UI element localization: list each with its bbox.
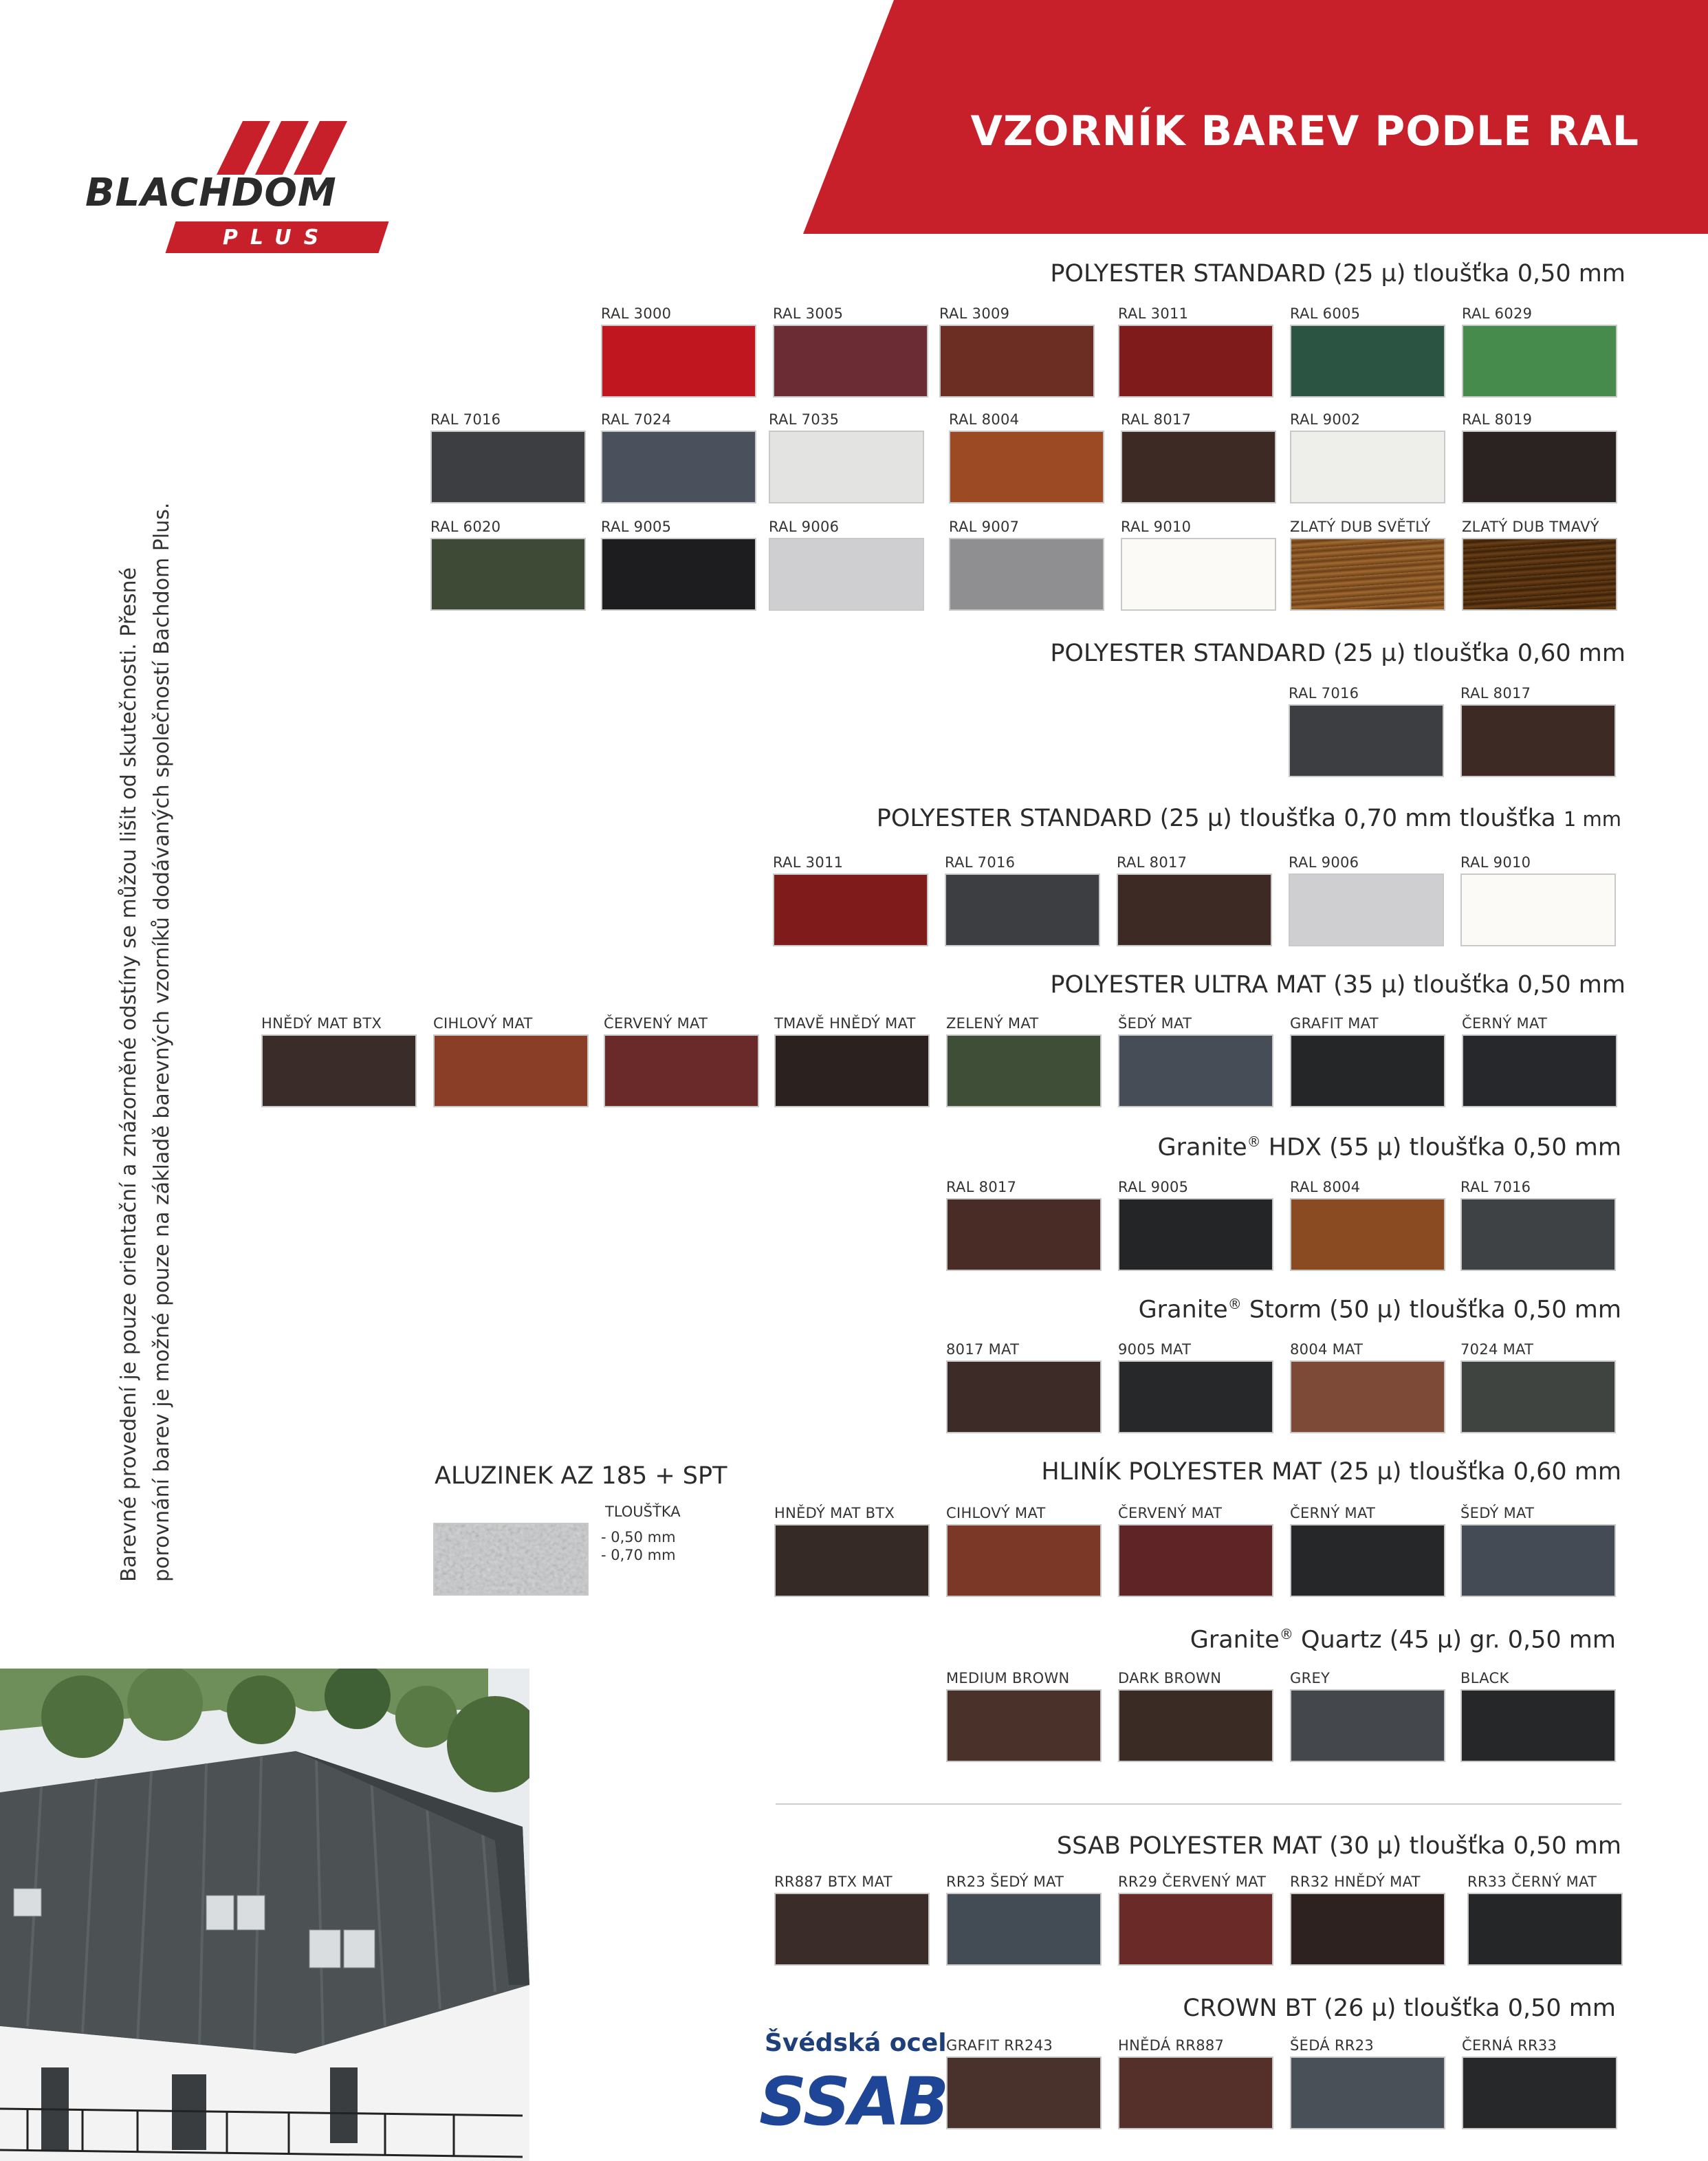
swatch-label: 9005 MAT (1118, 1341, 1192, 1358)
swatch-label: TMAVĚ HNĚDÝ MAT (774, 1015, 916, 1032)
swatch-label: HNĚDÝ MAT BTX (774, 1505, 895, 1521)
swatch-label: RAL 6020 (430, 519, 501, 535)
swatch-crown (946, 2036, 1102, 2129)
swatch-ps050 (1290, 304, 1445, 398)
title-crown-bt: CROWN BT (26 µ) tloušťka 0,50 mm (1183, 1995, 1616, 2022)
swatch-chip (773, 325, 928, 398)
swatch-chip (1118, 1689, 1273, 1762)
swatch-label: RAL 3005 (773, 305, 844, 322)
swatch-quartz (946, 1669, 1102, 1762)
swatch-crown (1290, 2036, 1445, 2129)
swatch-label: HNĚDÁ RR887 (1118, 2037, 1225, 2054)
swatch-chip (1460, 1524, 1616, 1597)
swatch-crown (1462, 2036, 1617, 2129)
swatch-storm (1290, 1340, 1445, 1433)
aluzinek-thickness-label: TLOUŠŤKA (605, 1503, 681, 1520)
swatch-label: RR33 ČERNÝ MAT (1467, 1874, 1597, 1890)
swatch-hdx (1290, 1177, 1445, 1271)
aluzinek-thickness-values: - 0,50 mm - 0,70 mm (601, 1529, 676, 1563)
swatch-chip (946, 2056, 1102, 2129)
swatch-ssab (774, 1872, 930, 1966)
blachdom-logo (83, 121, 358, 259)
swatch-ps050 (773, 304, 928, 398)
swatch-ps070 (1117, 853, 1272, 946)
swatch-hdx (1460, 1177, 1616, 1271)
swatch-ps070 (773, 853, 928, 946)
swatch-hdx (946, 1177, 1102, 1271)
swatch-label: RAL 3011 (1118, 305, 1189, 322)
swatch-ultramat (261, 1014, 417, 1107)
swatch-label: RAL 8004 (949, 411, 1020, 428)
swatch-label: RR887 BTX MAT (774, 1874, 893, 1890)
swatch-chip (1460, 1360, 1616, 1433)
swatch-ps070 (1460, 853, 1616, 946)
swatch-chip (1117, 873, 1272, 946)
title-ssab-polyester: SSAB POLYESTER MAT (30 µ) tloušťka 0,50 mm (1056, 1832, 1621, 1860)
swatch-ps050 (1121, 410, 1276, 503)
swatch-quartz (1460, 1669, 1616, 1762)
swatch-label: CIHLOVÝ MAT (433, 1015, 533, 1032)
swatch-storm (946, 1340, 1102, 1433)
swatch-label: ZELENÝ MAT (946, 1015, 1039, 1032)
swatch-chip (601, 325, 756, 398)
swatch-chip (1118, 2056, 1273, 2129)
swatch-label: HNĚDÝ MAT BTX (261, 1015, 382, 1032)
swatch-label: RAL 7024 (601, 411, 672, 428)
swatch-ps050 (1290, 517, 1445, 611)
swatch-chip (949, 538, 1104, 611)
swatch-chip (430, 431, 586, 503)
swatch-chip (1462, 2056, 1617, 2129)
swatch-ps050 (769, 410, 924, 503)
swatch-chip (1290, 431, 1445, 503)
swatch-ps070 (1289, 853, 1444, 946)
swatch-storm (1118, 1340, 1273, 1433)
swatch-label: ČERNÝ MAT (1462, 1015, 1548, 1032)
swatch-label: ŠEDÝ MAT (1460, 1505, 1535, 1521)
swatch-label: GRAFIT RR243 (946, 2037, 1053, 2054)
swatch-label: RAL 3000 (601, 305, 672, 322)
title-granite-quartz: Granite® Quartz (45 µ) gr. 0,50 mm (1190, 1626, 1616, 1654)
swatch-label: DARK BROWN (1118, 1670, 1222, 1686)
swatch-chip (946, 1198, 1102, 1271)
swatch-chip (1118, 1360, 1273, 1433)
swatch-chip (1460, 1689, 1616, 1762)
swatch-label: RAL 3011 (773, 854, 844, 871)
swatch-chip (939, 325, 1095, 398)
swatch-chip (1289, 873, 1444, 946)
swatch-ssab (1467, 1872, 1623, 1966)
swatch-label: ZLATÝ DUB SVĚTLÝ (1290, 519, 1431, 535)
swatch-ps050 (1290, 410, 1445, 503)
swatch-ultramat (433, 1014, 589, 1107)
swatch-ultramat (774, 1014, 930, 1107)
swatch-label: ČERNÁ RR33 (1462, 2037, 1557, 2054)
logo-name: BLACHDOM (85, 171, 337, 215)
swatch-chip (774, 1524, 930, 1597)
swatch-chip (1290, 538, 1445, 611)
swatch-chip (1121, 538, 1276, 611)
swatch-chip (946, 1360, 1102, 1433)
swatch-ssab (1290, 1872, 1445, 1966)
aluzinek-swatch (433, 1523, 589, 1596)
swatch-label: 7024 MAT (1460, 1341, 1534, 1358)
swatch-chip (774, 1034, 930, 1107)
swatch-label: RAL 9007 (949, 519, 1020, 535)
swatch-ssab (1118, 1872, 1273, 1966)
swatch-chip (430, 538, 586, 611)
swatch-label: CIHLOVÝ MAT (946, 1505, 1046, 1521)
swatch-chip (1290, 1360, 1445, 1433)
swatch-ultramat (604, 1014, 759, 1107)
swatch-chip (1289, 704, 1444, 777)
title-ultra-mat: POLYESTER ULTRA MAT (35 µ) tloušťka 0,50 mm (1050, 971, 1625, 999)
swatch-hlinik (1118, 1503, 1273, 1597)
swatch-quartz (1118, 1669, 1273, 1762)
swatch-chip (1462, 431, 1617, 503)
swatch-label: RAL 6029 (1462, 305, 1533, 322)
title-polyester-060: POLYESTER STANDARD (25 µ) tloušťka 0,60 mm (1050, 640, 1625, 667)
swatch-label: RAL 8017 (946, 1179, 1017, 1195)
swatch-label: RAL 6005 (1290, 305, 1361, 322)
swatch-chip (601, 431, 756, 503)
swatch-ps050 (769, 517, 924, 611)
swatch-chip (769, 538, 924, 611)
title-granite-storm: Granite® Storm (50 µ) tloušťka 0,50 mm (1138, 1296, 1621, 1324)
swatch-chip (1460, 873, 1616, 946)
swatch-chip (1290, 1893, 1445, 1966)
swatch-chip (601, 538, 756, 611)
swatch-label: RAL 7016 (1460, 1179, 1531, 1195)
swatch-storm (1460, 1340, 1616, 1433)
swatch-label: ČERNÝ MAT (1290, 1505, 1376, 1521)
swatch-label: RR29 ČERVENÝ MAT (1118, 1874, 1267, 1890)
disclaimer-line-1: Barevné provedení je pouze orientační a znázorněné odstíny se můžou lišit od skutečnosti. Přesné (117, 567, 141, 1582)
swatch-hlinik (774, 1503, 930, 1597)
swatch-chip (1290, 1689, 1445, 1762)
swatch-label: GRAFIT MAT (1290, 1015, 1379, 1032)
disclaimer-line-2: porovnání barev je možné pouze na základě barevných vzorníků dodávaných společností Bachdom Plus. (150, 502, 174, 1582)
logo-plus: PLUS (166, 221, 389, 253)
swatch-label: MEDIUM BROWN (946, 1670, 1070, 1686)
swatch-ps050 (949, 517, 1104, 611)
swatch-ssab (946, 1872, 1102, 1966)
swatch-quartz (1290, 1669, 1445, 1762)
swatch-label: RAL 9002 (1290, 411, 1361, 428)
swatch-label: RAL 9010 (1460, 854, 1531, 871)
swatch-ultramat (946, 1014, 1102, 1107)
swatch-label: GREY (1290, 1670, 1331, 1686)
swatch-label: RAL 7016 (430, 411, 501, 428)
swatch-hdx (1118, 1177, 1273, 1271)
ssab-logo: SSAB (759, 2063, 948, 2140)
swatch-chip (1290, 1524, 1445, 1597)
swatch-chip (1290, 325, 1445, 398)
swatch-ps050 (601, 304, 756, 398)
swatch-ps050 (939, 304, 1095, 398)
swatch-chip (774, 1893, 930, 1966)
swatch-ps050 (430, 517, 586, 611)
swatch-label: 8017 MAT (946, 1341, 1020, 1358)
swatch-label: RAL 9006 (769, 519, 840, 535)
swatch-label: RAL 9005 (1118, 1179, 1189, 1195)
swatch-chip (433, 1034, 589, 1107)
swatch-ps050 (601, 517, 756, 611)
swatch-label: RR32 HNĚDÝ MAT (1290, 1874, 1421, 1890)
swatch-label: RAL 3009 (939, 305, 1010, 322)
swatch-chip (1460, 704, 1616, 777)
swatch-label: RR23 ŠEDÝ MAT (946, 1874, 1064, 1890)
swatch-label: RAL 9006 (1289, 854, 1359, 871)
swatch-chip (1118, 325, 1273, 398)
swatch-ultramat (1462, 1014, 1617, 1107)
swatch-chip (1467, 1893, 1623, 1966)
swatch-label: RAL 8017 (1121, 411, 1192, 428)
swatch-chip (1290, 1198, 1445, 1271)
swatch-ps050 (1462, 410, 1617, 503)
swatch-chip (1121, 431, 1276, 503)
swatch-label: ŠEDÝ MAT (1118, 1015, 1192, 1032)
title-granite-hdx: Granite® HDX (55 µ) tloušťka 0,50 mm (1157, 1133, 1621, 1162)
swatch-ultramat (1118, 1014, 1273, 1107)
house-roof-photo (0, 1669, 529, 2161)
title-aluzinek: ALUZINEK AZ 185 + SPT (435, 1462, 727, 1490)
swatch-chip (1290, 2056, 1445, 2129)
swatch-chip (769, 431, 924, 503)
swatch-chip (1462, 325, 1617, 398)
swatch-label: RAL 7016 (945, 854, 1016, 871)
swatch-ps050 (1118, 304, 1273, 398)
swatch-ps060 (1460, 684, 1616, 777)
swatch-chip (946, 1893, 1102, 1966)
swatch-ps070 (945, 853, 1100, 946)
swatch-chip (1118, 1893, 1273, 1966)
swatch-chip (946, 1689, 1102, 1762)
swatch-ps060 (1289, 684, 1444, 777)
swatch-label: RAL 8004 (1290, 1179, 1361, 1195)
swatch-chip (773, 873, 928, 946)
swatch-chip (1118, 1198, 1273, 1271)
swatch-label: RAL 8019 (1462, 411, 1533, 428)
swatch-label: ŠEDÁ RR23 (1290, 2037, 1375, 2054)
section-divider (776, 1803, 1621, 1805)
swatch-chip (1460, 1198, 1616, 1271)
swatch-label: RAL 8017 (1460, 685, 1531, 702)
swatch-chip (1462, 1034, 1617, 1107)
swatch-label: RAL 7016 (1289, 685, 1359, 702)
swatch-ps050 (601, 410, 756, 503)
swatch-label: BLACK (1460, 1670, 1509, 1686)
swatch-chip (604, 1034, 759, 1107)
swatch-ps050 (1462, 304, 1617, 398)
swatch-hlinik (1460, 1503, 1616, 1597)
swatch-chip (261, 1034, 417, 1107)
swatch-ps050 (430, 410, 586, 503)
swatch-label: RAL 9010 (1121, 519, 1192, 535)
title-polyester-050: POLYESTER STANDARD (25 µ) tloušťka 0,50 mm (1050, 260, 1625, 287)
swatch-chip (1118, 1034, 1273, 1107)
swatch-chip (946, 1524, 1102, 1597)
swatch-chip (946, 1034, 1102, 1107)
swatch-label: RAL 7035 (769, 411, 840, 428)
swatch-chip (1462, 538, 1617, 611)
swatch-label: RAL 8017 (1117, 854, 1187, 871)
title-polyester-070: POLYESTER STANDARD (25 µ) tloušťka 0,70 mm tloušťka 1 mm (876, 805, 1621, 832)
page-title: VZORNÍK BAREV PODLE RAL (970, 107, 1639, 155)
ssab-caption: Švédská ocel (765, 2029, 947, 2057)
swatch-hlinik (1290, 1503, 1445, 1597)
swatch-chip (949, 431, 1104, 503)
swatch-ps050 (1121, 517, 1276, 611)
swatch-ps050 (1462, 517, 1617, 611)
swatch-ultramat (1290, 1014, 1445, 1107)
swatch-crown (1118, 2036, 1273, 2129)
swatch-hlinik (946, 1503, 1102, 1597)
swatch-label: ZLATÝ DUB TMAVÝ (1462, 519, 1599, 535)
swatch-label: RAL 9005 (601, 519, 672, 535)
swatch-ps050 (949, 410, 1104, 503)
swatch-label: ČERVENÝ MAT (1118, 1505, 1223, 1521)
swatch-label: 8004 MAT (1290, 1341, 1364, 1358)
swatch-chip (945, 873, 1100, 946)
disclaimer-note (113, 502, 179, 1582)
swatch-chip (1290, 1034, 1445, 1107)
swatch-label: ČERVENÝ MAT (604, 1015, 708, 1032)
title-hlinik: HLINÍK POLYESTER MAT (25 µ) tloušťka 0,60 mm (1041, 1458, 1621, 1486)
swatch-chip (1118, 1524, 1273, 1597)
